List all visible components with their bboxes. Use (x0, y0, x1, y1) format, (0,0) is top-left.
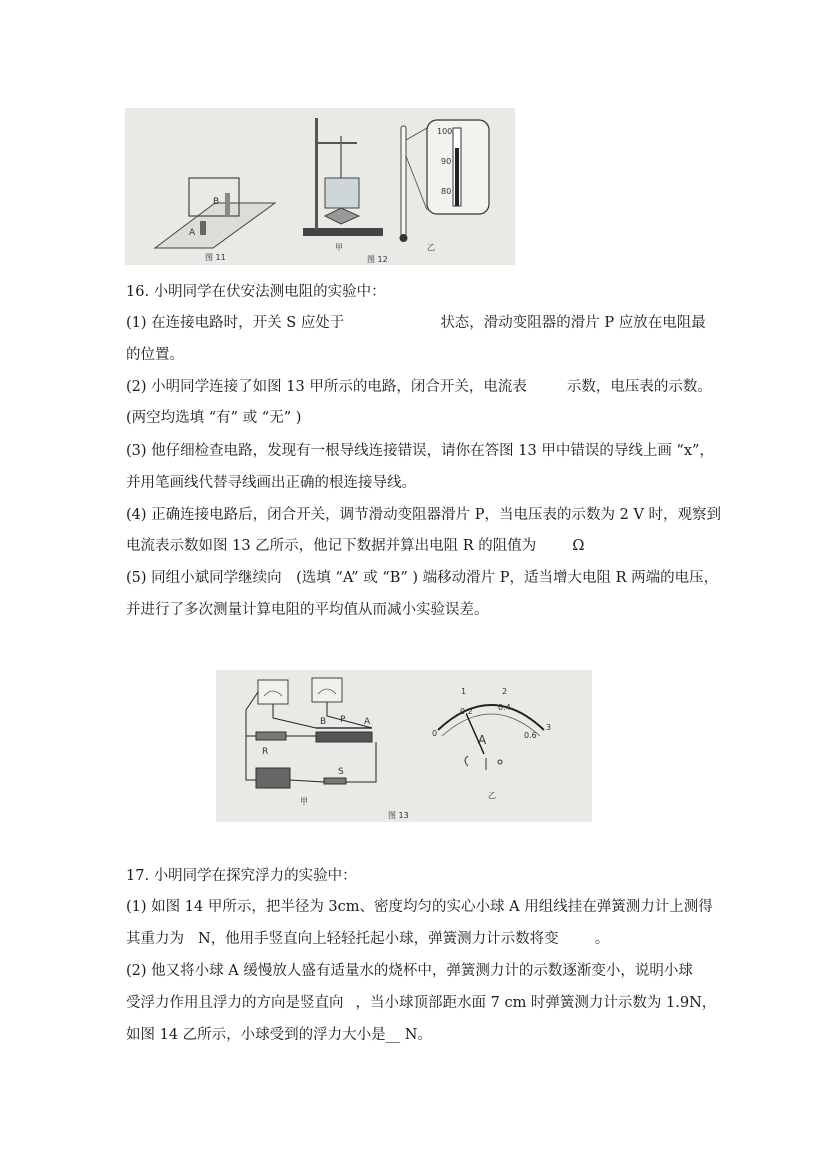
q16-line-9 (126, 536, 584, 556)
figure-11-12 (125, 108, 515, 265)
q17-line-3 (126, 929, 609, 949)
switch (324, 778, 346, 784)
label-a: A (189, 228, 196, 238)
q17-line-5b: ，当小球顶部距水面 7 cm 时弹簧测力计示数为 1.9N， (355, 995, 717, 1011)
zoom-line-bottom (406, 156, 427, 210)
q16-line-3: 的位置。 (126, 347, 184, 363)
figure-11-12-drawing (125, 108, 515, 265)
caption-fig11: 图 11 (205, 253, 226, 262)
ammeter-gauge (432, 687, 551, 770)
caption-fig13: 图 13 (388, 811, 409, 820)
gauge-tick-0: 0 (432, 729, 438, 738)
q16-line-5: (两空均选填 “有” 或 “无” ) (126, 410, 302, 426)
zoom-line-top (406, 128, 427, 140)
stand-rod (315, 118, 318, 230)
voltmeter (312, 678, 342, 702)
alcohol-lamp-gauze (325, 208, 359, 224)
q16-line-9a: 电流表示数如图 13 乙所示，他记下数据并算出电阻 R 的阻值为 (126, 538, 537, 554)
q17-line-6: 如图 14 乙所示，小球受到的浮力大小是__ N。 (126, 1027, 432, 1043)
label-yi: 乙 (427, 243, 435, 252)
q16-line-4 (126, 377, 712, 397)
beaker (325, 178, 359, 208)
q16-line-10: (5) 同组小斌同学继续向 (选填 “A” 或 “B” ) 端移动滑片 P，适当增大电阻 R 两端的电压， (126, 570, 719, 586)
gauge-tick-0-6: 0.6 (524, 731, 537, 740)
rheostat (316, 732, 372, 742)
ammeter (258, 680, 288, 704)
candle-a (200, 221, 206, 235)
q16-line-7: 并用笔画线代替寻线画出正确的根连接导线。 (126, 475, 416, 491)
resistor-r (256, 732, 286, 740)
q17-line-3c: 。 (594, 931, 610, 947)
q17-line-3b: N，他用手竖直向上轻轻托起小球，弹簧测力计示数将变 (198, 931, 559, 947)
figure-13 (216, 670, 592, 822)
q17-line-1: 17. 小明同学在探究浮力的实验中： (126, 868, 357, 884)
q16-line-9b: Ω (572, 538, 585, 554)
gauge-tick-1: 1 (461, 687, 467, 696)
gauge-tick-0-4: 0.4 (498, 703, 511, 712)
zoom-liquid (455, 148, 459, 206)
table-plane (155, 203, 275, 248)
thermometer-bulb (400, 234, 408, 242)
label-p: P (340, 715, 346, 725)
label-s: S (338, 767, 344, 777)
q17-line-3a: 其重力为 (126, 931, 184, 947)
label-jia: 甲 (335, 243, 343, 252)
scale-100: 100 (437, 127, 453, 136)
q16-line-2a: (1) 在连接电路时，开关 S 应处于 (126, 315, 345, 331)
label-r: R (262, 747, 269, 757)
candle-b (225, 193, 230, 217)
gauge-letter: A (478, 733, 487, 747)
q16-line-4b: 示数，电压表的示数。 (566, 379, 712, 395)
q16-line-2 (126, 313, 706, 333)
scale-80: 80 (441, 187, 452, 196)
q16-line-4a: (2) 小明同学连接了如图 13 甲所示的电路，闭合开关，电流表 (126, 379, 527, 395)
label-b: B (320, 717, 327, 727)
battery (256, 768, 290, 788)
label-a: A (364, 717, 371, 727)
q17-line-5a: 受浮力作用且浮力的方向是竖直向 (126, 995, 344, 1011)
q17-line-2: (1) 如图 14 甲所示，把半径为 3cm、密度均匀的实心小球 A 用组线挂在弹簧测力计上测得 (126, 899, 713, 915)
q16-line-1: 16. 小明同学在伏安法测电阻的实验中： (126, 284, 386, 300)
q16-line-8: (4) 正确连接电路后，闭合开关，调节滑动变阻器滑片 P，当电压表的示数为 2 V 时，观察到 (126, 507, 722, 523)
gauge-tick-0-2: 0.2 (460, 707, 473, 716)
label-yi: 乙 (488, 791, 496, 800)
figure-13-drawing (216, 670, 592, 822)
q16-line-2b: 状态，滑动变阻器的滑片 P 应放在电阻最 (440, 315, 706, 331)
gauge-tick-3: 3 (546, 723, 552, 732)
thermometer (401, 126, 406, 236)
gauge-terminal-right (498, 760, 502, 764)
gauge-terminal-left (465, 756, 468, 766)
gauge-tick-2: 2 (502, 687, 508, 696)
q16-line-11: 并进行了多次测量计算电阻的平均值从而减小实验误差。 (126, 602, 489, 618)
caption-fig12: 图 12 (367, 255, 388, 264)
q16-line-6: (3) 他仔细检查电路，发现有一根导线连接错误，请你在答图 13 甲中错误的导线上画 “x”， (126, 443, 714, 459)
label-b: B (213, 197, 220, 207)
q17-line-5 (126, 993, 716, 1013)
label-jia: 甲 (300, 797, 308, 806)
scale-90: 90 (441, 157, 452, 166)
q17-line-4: (2) 他又将小球 A 缓慢放人盛有适量水的烧杯中，弹簧测力计的示数逐渐变小，说明小球 (126, 963, 693, 979)
